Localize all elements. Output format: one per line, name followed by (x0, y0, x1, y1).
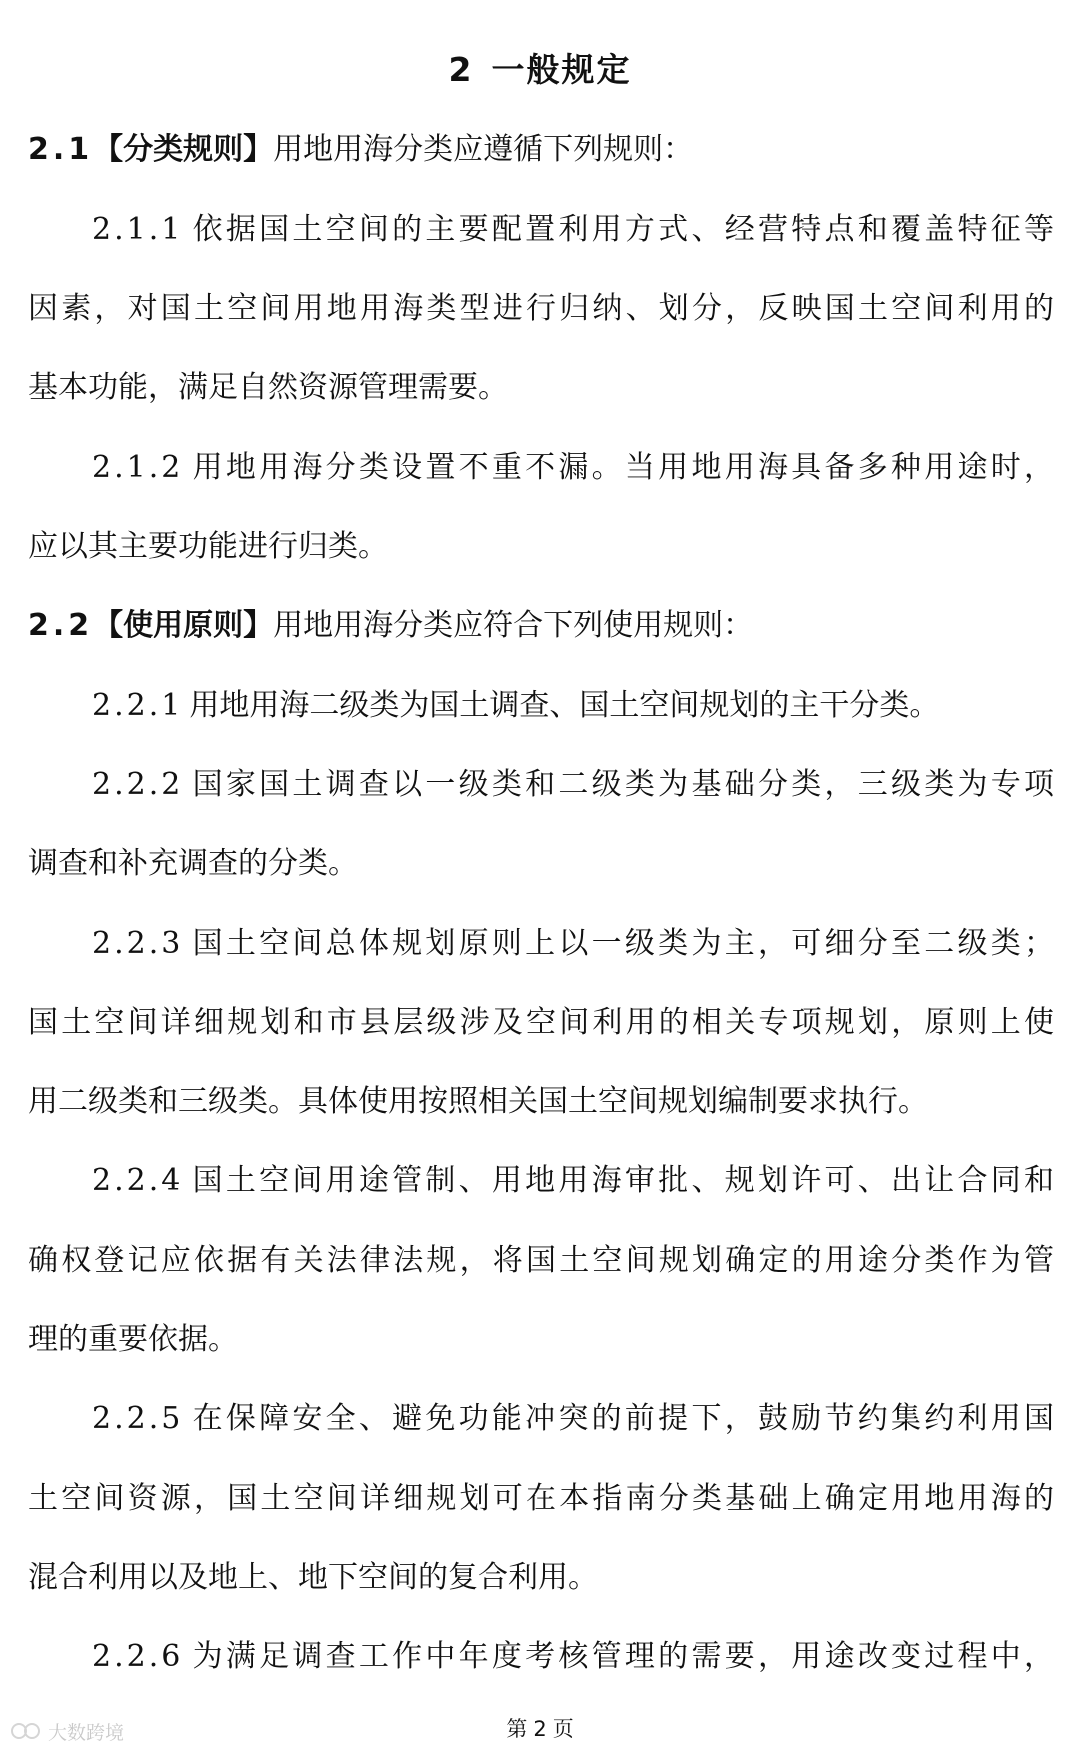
page-suffix: 页 (552, 1717, 574, 1741)
clause-text: 为满足调查工作中年度考核管理的需要，用途改变过程中， (189, 1639, 1054, 1674)
watermark-text: 大数跨境 (48, 1721, 125, 1744)
chapter-number: 2 (448, 50, 474, 89)
section-intro: 用地用海分类应遵循下列规则： (273, 132, 694, 167)
section-number: 2.1 (28, 132, 94, 167)
paragraph-2-2-2-line-2: 调查和补充调查的分类。 (28, 846, 358, 881)
paragraph-2-2-4-line-3: 理的重要依据。 (28, 1322, 238, 1357)
chapter-title (0, 46, 1080, 94)
clause-text: 国家国土调查以一级类和二级类为基础分类，三级类为专项 (189, 767, 1054, 802)
paragraph-2-2-3-line-3: 用二级类和三级类。具体使用按照相关国土空间规划编制要求执行。 (28, 1084, 928, 1119)
clause-text: 国土空间总体规划原则上以一级类为主，可细分至二级类； (189, 926, 1054, 961)
paragraph-2-1-1-line-1 (92, 206, 1054, 254)
paragraph-2-1-2-line-1 (92, 444, 1054, 492)
section-number: 2.2 (28, 608, 94, 643)
paragraph-2-2-4-line-2: 确权登记应依据有关法律法规，将国土空间规划确定的用途分类作为管 (28, 1243, 1054, 1278)
section-intro: 用地用海分类应符合下列使用规则： (273, 608, 754, 643)
clause-text: 在保障安全、避免功能冲突的前提下，鼓励节约集约利用国 (189, 1401, 1054, 1436)
clause-text: 国土空间用途管制、用地用海审批、规划许可、出让合同和 (189, 1163, 1054, 1198)
paragraph-2-2-3-line-2: 国土空间详细规划和市县层级涉及空间利用的相关专项规划，原则上使 (28, 1005, 1054, 1040)
paragraph-2-2-3-line-1 (92, 920, 1054, 968)
paragraph-2-2-5-line-3: 混合利用以及地上、地下空间的复合利用。 (28, 1560, 598, 1595)
paragraph-2-2-5-line-1 (92, 1395, 1054, 1443)
section-bracket-title: 【分类规则】 (93, 132, 274, 167)
paragraph-2-1-1-line-2: 因素，对国土空间用地用海类型进行归纳、划分，反映国土空间利用的 (28, 291, 1054, 326)
clause-number: 2.1.1 (92, 212, 184, 247)
paragraph-2-1-1-line-3: 基本功能，满足自然资源管理需要。 (28, 370, 508, 405)
section-heading-2-2 (28, 602, 1054, 650)
clause-number: 2.2.5 (92, 1401, 184, 1436)
paragraph-2-2-4-line-1 (92, 1157, 1054, 1205)
clause-number: 2.2.2 (92, 767, 184, 802)
clause-number: 2.2.4 (92, 1163, 184, 1198)
clause-text: 用地用海二级类为国土调查、国土空间规划的主干分类。 (189, 688, 940, 723)
clause-number: 2.2.6 (92, 1639, 184, 1674)
clause-number: 2.2.3 (92, 926, 184, 961)
clause-text: 依据国土空间的主要配置利用方式、经营特点和覆盖特征等 (189, 212, 1054, 247)
section-bracket-title: 【使用原则】 (93, 608, 274, 643)
page-footer (0, 1714, 1080, 1744)
paragraph-2-2-2-line-1 (92, 761, 1054, 809)
paragraph-2-2-5-line-2: 土空间资源，国土空间详细规划可在本指南分类基础上确定用地用海的 (28, 1481, 1054, 1516)
clause-number: 2.1.2 (92, 450, 184, 485)
paragraph-2-1-2-line-2: 应以其主要功能进行归类。 (28, 529, 388, 564)
chapter-title-text: 一般规定 (491, 50, 632, 89)
paragraph-2-2-1-line-1 (92, 682, 1054, 730)
page-prefix: 第 (506, 1717, 528, 1741)
section-heading-2-1 (28, 126, 1054, 174)
clause-text: 用地用海分类设置不重不漏。当用地用海具备多种用途时， (189, 450, 1054, 485)
clause-number: 2.2.1 (92, 688, 184, 723)
paragraph-2-2-6-line-1 (92, 1633, 1054, 1681)
page-number: 2 (533, 1717, 547, 1741)
